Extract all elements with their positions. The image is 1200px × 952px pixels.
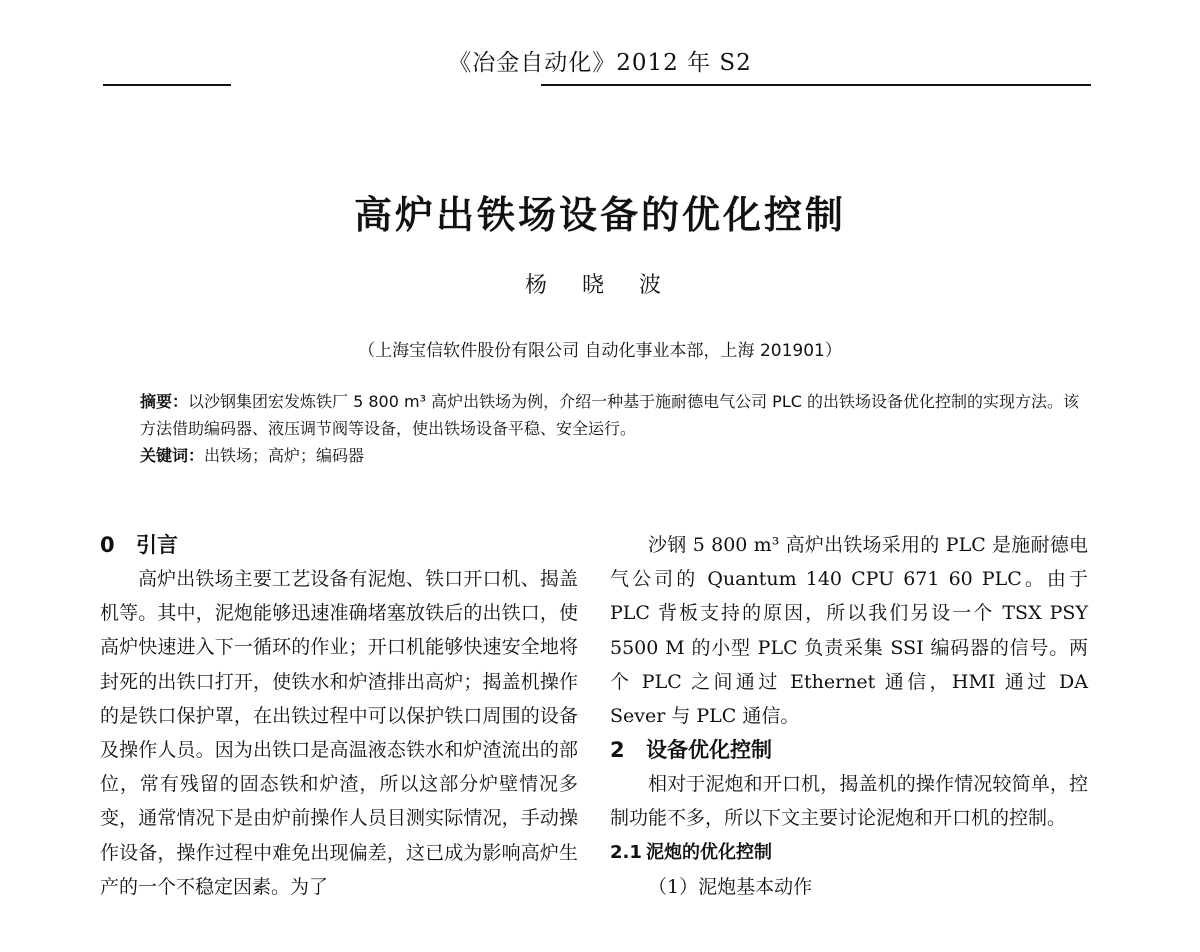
section-number: 2: [610, 738, 625, 763]
article-affiliation: （上海宝信软件股份有限公司 自动化事业本部，上海 201901）: [358, 341, 842, 361]
left-column: [100, 528, 578, 904]
subsection-heading-mud-gun: [610, 836, 1088, 870]
abstract-block: [140, 388, 1080, 469]
optimization-paragraph: 相对于泥炮和开口机，揭盖机的操作情况较简单，控制功能不多，所以下文主要讨论泥炮和开口机的控制。: [610, 773, 1088, 830]
right-column: [610, 528, 1088, 904]
plc-paragraph: 沙钢 5 800 m³ 高炉出铁场采用的 PLC 是施耐德电气公司的 Quantum 140 CPU 671 60 PLC。由于 PLC 背板支持的原因，所以我们另设一个 TSX PSY 5500 M 的小型 PLC 负责采集 SSI 编码器的信号。两个 PLC 之间通过 Ethernet 通信，HMI 通过 DA Sever 与 PLC 通信。: [610, 534, 1088, 728]
section-heading-optimization: [610, 733, 1088, 767]
section-heading-introduction: [100, 528, 578, 562]
section-title: 引言: [136, 533, 178, 557]
header-rule-right: [541, 84, 1091, 86]
section-title: 设备优化控制: [646, 738, 772, 763]
abstract-text: 以沙钢集团宏发炼铁厂 5 800 m³ 高炉出铁场为例，介绍一种基于施耐德电气公司 PLC 的出铁场设备优化控制的实现方法。该方法借助编码器、液压调节阀等设备，使出铁场设备平稳、安全运行。: [140, 392, 1079, 438]
header-rule-left: [103, 84, 231, 86]
journal-header: 《冶金自动化》2012 年 S2: [448, 50, 752, 76]
subsection-title: 泥炮的优化控制: [646, 841, 772, 863]
abstract-label: 摘要：: [140, 392, 189, 411]
keywords-label: 关键词：: [140, 446, 205, 465]
keywords: [140, 442, 1080, 469]
abstract: [140, 388, 1080, 442]
article-title: 高炉出铁场设备的优化控制: [353, 193, 846, 237]
list-item: （1）泥炮基本动作: [648, 875, 813, 898]
keywords-text: 出铁场；高炉；编码器: [204, 446, 365, 465]
article-author: 杨 晓 波: [525, 273, 675, 298]
section-number: 0: [100, 533, 115, 557]
introduction-paragraph: 高炉出铁场主要工艺设备有泥炮、铁口开口机、揭盖机等。其中，泥炮能够迅速准确堵塞放铁后的出铁口，使高炉快速进入下一循环的作业；开口机能够快速安全地将封死的出铁口打开，使铁水和炉渣排出高炉；揭盖机操作的是铁口保护罩，在出铁过程中可以保护铁口周围的设备及操作人员。因为出铁口是高温液态铁水和炉渣流出的部位，常有残留的固态铁和炉渣，所以这部分炉壁情况多变，通常情况下是由炉前操作人员目测实际情况，手动操作设备，操作过程中难免出现偏差，这已成为影响高炉生产的一个不稳定因素。为了: [100, 568, 578, 898]
subsection-number: 2.1: [610, 841, 642, 863]
